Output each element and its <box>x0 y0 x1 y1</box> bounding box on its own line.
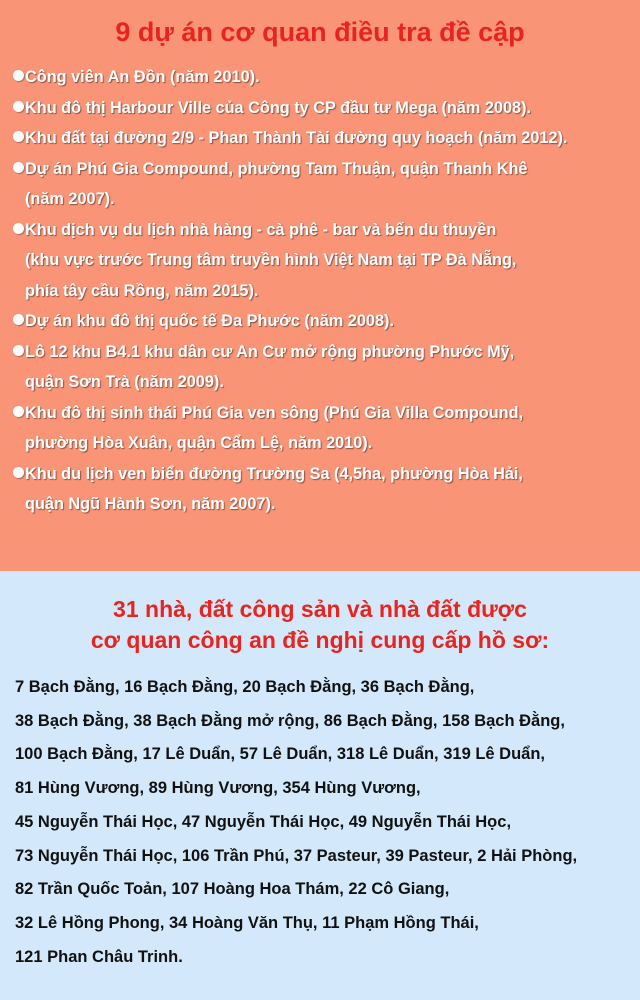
bullet-icon <box>13 70 24 81</box>
projects-title: 9 dự án cơ quan điều tra đề cập <box>115 17 525 47</box>
project-text: Công viên An Đồn (năm 2010). <box>25 68 260 86</box>
project-item <box>13 62 638 93</box>
bullet-icon <box>13 467 24 478</box>
project-text: Khu đất tại đường 2/9 - Phan Thành Tài đường quy hoạch (năm 2012). <box>25 129 568 147</box>
bullet-icon <box>13 314 24 325</box>
project-text: Khu đô thị Harbour Ville của Công ty CP đầu tư Mega (năm 2008). <box>25 98 532 117</box>
bullet-icon <box>13 131 24 142</box>
project-item <box>13 123 638 154</box>
project-text: Khu đô thị sinh thái Phú Gia ven sông (Phú Gia Villa Compound, phường Hòa Xuân, quận Cẩm Lệ, năm 2010). <box>25 403 524 452</box>
project-text: Dự án khu đô thị quốc tế Đa Phước (năm 2008). <box>25 312 394 330</box>
bullet-icon <box>13 223 24 234</box>
properties-title: 31 nhà, đất công sản và nhà đất được cơ quan công an đề nghị cung cấp hồ sơ: <box>90 596 550 653</box>
project-item <box>13 337 638 398</box>
bullet-icon <box>13 162 24 173</box>
project-item <box>13 459 638 520</box>
project-item <box>13 398 638 459</box>
project-item <box>13 215 638 307</box>
project-item <box>13 306 638 337</box>
project-item <box>13 93 638 124</box>
bullet-icon <box>13 406 24 417</box>
bullet-icon <box>13 101 24 112</box>
bullet-icon <box>13 345 24 356</box>
project-text: Khu du lịch ven biển đường Trường Sa (4,5ha, phường Hòa Hải, quận Ngũ Hành Sơn, năm 2007). <box>25 464 523 513</box>
project-item <box>13 154 638 215</box>
projects-list <box>13 62 638 520</box>
project-text: Khu dịch vụ du lịch nhà hàng - cà phê - bar và bến du thuyền (khu vực trước Trung tâm truyền hình Việt Nam tại TP Đà Nẵng, phía tây cầu Rồng, năm 2015). <box>25 220 517 300</box>
property-address-list: 7 Bạch Đằng, 16 Bạch Đằng, 20 Bạch Đằng, 36 Bạch Đằng, 38 Bạch Đằng, 38 Bạch Đằng mở rộng, 86 Bạch Đằng, 158 Bạch Đằng, 100 Bạch Đằng, 17 Lê Duẩn, 57 Lê Duẩn, 318 Lê Duẩn, 319 Lê Duẩn, 81 Hùng Vương, 89 Hùng Vương, 354 Hùng Vương, 45 Nguyễn Thái Học, 47 Nguyễn Thái Học, 49 Nguyễn Thái Học, 73 Nguyễn Thái Học, 106 Trần Phú, 37 Pasteur, 39 Pasteur, 2 Hải Phòng, 82 Trần Quốc Toản, 107 Hoàng Hoa Thám, 22 Cô Giang, 32 Lê Hồng Phong, 34 Hoàng Văn Thụ, 11 Phạm Hồng Thái, 121 Phan Châu Trinh. <box>15 678 578 966</box>
project-text: Lô 12 khu B4.1 khu dân cư An Cư mở rộng phường Phước Mỹ, quận Sơn Trà (năm 2009). <box>25 342 515 391</box>
project-text: Dự án Phú Gia Compound, phường Tam Thuận, quận Thanh Khê (năm 2007). <box>25 159 528 208</box>
